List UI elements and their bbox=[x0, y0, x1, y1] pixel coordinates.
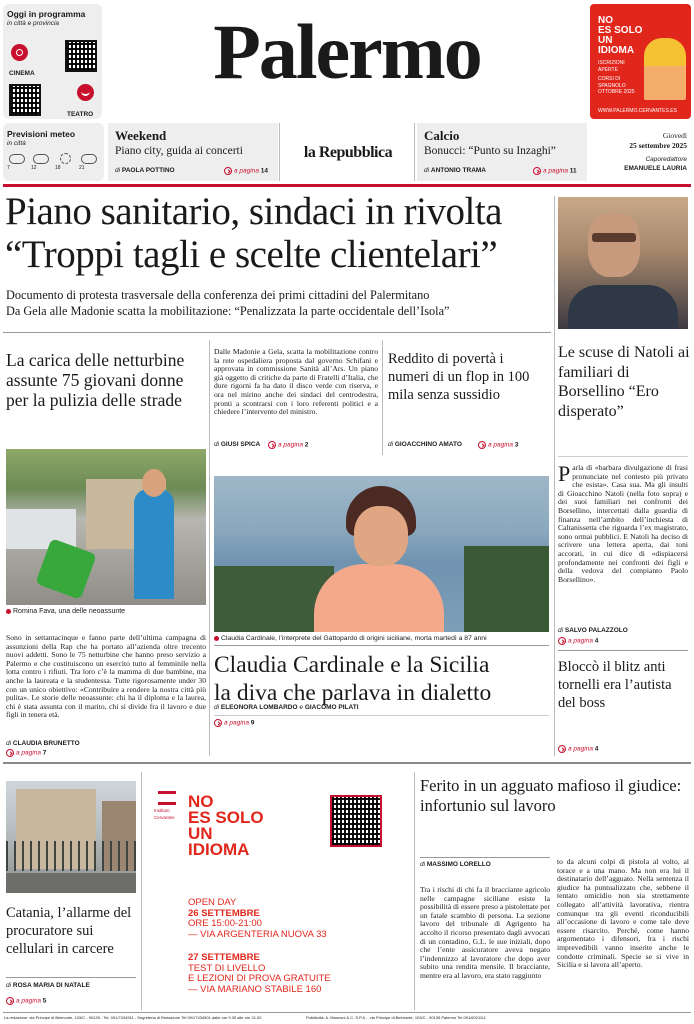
ad-bottom-line1: NO bbox=[188, 792, 214, 811]
teaser-author: ANTONIO TRAMA bbox=[430, 167, 487, 174]
caption-text: Romina Fava, una delle neoassunte bbox=[13, 608, 126, 615]
ad-desc-2a: TEST DI LIVELLO bbox=[188, 962, 266, 974]
teatro-label: TEATRO bbox=[67, 111, 94, 118]
cardinale-caption bbox=[214, 635, 487, 642]
cloud-icon bbox=[33, 154, 49, 164]
meteo-temp: 7 bbox=[7, 165, 10, 171]
arrow-right-icon bbox=[268, 441, 276, 449]
meteo-temp: 21 bbox=[79, 165, 85, 171]
meteo-title: Previsioni meteo bbox=[7, 129, 76, 139]
main-deck-1: Documento di protesta trasversale della conferenza dei primi cittadini del Palermitano bbox=[6, 288, 430, 302]
ad-place-2: — VIA MARIANO STABILE 160 bbox=[188, 983, 322, 995]
byline-author: GIACOMO PILATI bbox=[304, 704, 359, 711]
byline-author: ROSA MARIA DI NATALE bbox=[12, 982, 90, 989]
programma-title: Oggi in programma bbox=[7, 9, 86, 19]
ferito-col-1: Tra i rischi di chi fa il bracciante agricolo nelle campagne siciliane esiste la possibilità di essere preso a pistolettate per un fatale scambio di persona. La sezione lavoro del tribunale di Agrigento ha accolto il ricorso presentato dagli avvocati di un contadino, G.L. le sue iniziali, dopo che l’ente assicuratore aveva negato l’indennizzo al lavoratore che dopo aver subito una rendita mensile. Il bracciante, mentre era al lavoro, era stato raggiunto bbox=[420, 885, 550, 980]
divider bbox=[420, 857, 550, 858]
teaser-page-link[interactable] bbox=[224, 167, 268, 175]
cloud-sun-icon bbox=[81, 154, 97, 164]
ad-bottom-line4: IDIOMA bbox=[188, 840, 250, 859]
main-page-link[interactable] bbox=[268, 441, 308, 449]
page-number: 14 bbox=[260, 167, 268, 175]
page-number: 11 bbox=[569, 167, 577, 175]
byline-by: di bbox=[6, 740, 12, 747]
byline-author: CLAUDIA BRUNETTO bbox=[12, 740, 80, 747]
byline-by: di bbox=[6, 982, 12, 989]
cardinale-headline-1[interactable]: Claudia Cardinale e la Sicilia bbox=[214, 652, 490, 678]
arrow-right-icon bbox=[558, 637, 566, 645]
ad-top-url: WWW.PALERMO.CERVANTES.ES bbox=[598, 108, 677, 114]
ferito-col-2: to da alcuni colpi di pistola al volto, al torace e a una mano. Ma non era lui il destinatario dell’agguato. Nella sentenza il giudice ha puntualizzato che, sebbene il tentato omicidio non sia strettamente collegato all’attività lavorativa, rientra comunque tra gli eventi riconducibili all’occasione di lavoro e come tale deve essere risarcito. Perché, come hanno argomentato i difensori, fra i rischi imprevedibili vanno inserite anche le condotte criminali. Specie se si vive in Sicilia e si lavora all’aperto. bbox=[557, 857, 689, 970]
tornelli-page-link[interactable] bbox=[558, 745, 598, 753]
arrow-right-icon bbox=[6, 749, 14, 757]
page-label: a pagina bbox=[568, 637, 593, 645]
meteo-box[interactable] bbox=[3, 123, 104, 181]
date-day: Giovedì bbox=[662, 131, 687, 140]
brand-box bbox=[279, 123, 415, 181]
masthead-title: Palermo bbox=[213, 8, 481, 95]
capo-name: EMANUELE LAURIA bbox=[624, 165, 687, 172]
teaser-by: di bbox=[424, 167, 430, 174]
teaser-text: Bonucci: “Punto su Inzaghi” bbox=[424, 145, 556, 157]
divider bbox=[3, 762, 691, 764]
ad-top-sub1: ISCRIZIONI APERTE bbox=[598, 60, 625, 73]
teaser-page-link[interactable] bbox=[533, 167, 577, 175]
ad-date-1: 26 SETTEMBRE bbox=[188, 907, 260, 919]
main-headline-1[interactable]: Piano sanitario, sindaci in rivolta bbox=[5, 190, 502, 233]
page-label: a pagina bbox=[224, 719, 249, 727]
date-box bbox=[590, 123, 691, 181]
ad-top[interactable] bbox=[590, 4, 691, 119]
divider bbox=[414, 772, 415, 1010]
capo-label: Caporedattore bbox=[645, 156, 687, 163]
cervantes-logo-icon bbox=[158, 791, 176, 805]
divider bbox=[382, 340, 383, 455]
cinema-label: CINEMA bbox=[9, 70, 35, 77]
brand-logo: la Repubblica bbox=[303, 144, 393, 161]
netturbine-caption bbox=[6, 608, 125, 615]
page-number: 4 bbox=[594, 745, 599, 753]
meteo-temp: 18 bbox=[55, 165, 61, 171]
main-deck-2: Da Gela alle Madonie scatta la mobilitazione: “Penalizzata la parte occidentale dell’Isola” bbox=[6, 304, 450, 318]
ad-bottom-line2: ES SOLO bbox=[188, 808, 264, 827]
cloud-sun-icon bbox=[9, 154, 25, 164]
reddito-page-link[interactable] bbox=[478, 441, 518, 449]
page-number: 9 bbox=[250, 719, 255, 727]
teaser-kicker: Calcio bbox=[424, 128, 460, 143]
programma-subtitle: in città e provincia bbox=[7, 20, 60, 27]
meteo-subtitle: in città bbox=[7, 140, 26, 147]
byline-author: ELEONORA LOMBARDO bbox=[220, 704, 298, 711]
divider bbox=[3, 1012, 691, 1013]
divider bbox=[214, 715, 549, 716]
teaser-kicker: Weekend bbox=[115, 128, 167, 143]
ad-bottom-logo: Instituto Cervantes bbox=[154, 808, 175, 820]
divider bbox=[558, 456, 688, 457]
page-number: 4 bbox=[594, 637, 599, 645]
ad-top-line2: ES SOLO bbox=[598, 25, 643, 36]
teaser-calcio[interactable] bbox=[417, 123, 587, 181]
arrow-right-icon bbox=[214, 719, 222, 727]
cardinale-headline-2[interactable]: la diva che parlava in dialetto bbox=[214, 680, 492, 706]
page-label: a pagina bbox=[16, 749, 41, 757]
footer-left: La redazione: via Principe di Belmonte, 103/C - 90139 - Tel. 091/7434911 - Segreteria di Redazione Tel 091/7434901 dalle ore 9.30 alle ore 21.00 bbox=[4, 1015, 262, 1020]
ad-place-1: — VIA ARGENTERIA NUOVA 33 bbox=[188, 928, 327, 940]
caption-text: Claudia Cardinale, l’interprete del Gattopardo di origini siciliane, morta martedì a 87 anni bbox=[221, 635, 487, 642]
ad-top-figure bbox=[644, 38, 686, 100]
netturbine-body: Sono in settantacinque e fanno parte dell’ultima campagna di assunzioni della Rap che ha portato all’azienda oltre trecento nuovi addetti. Sono le 75 netturbine che hanno preso servizio a Palermo e che costituiscono un esercito tutto al femminile nella lotta contro i rifiuti. Tra loro c’è la mamma di due bambine, ma anche la laureata e la studentessa. Tutte rigorosamente under 30 con un unico obiettivo: «Contribuire a rendere la nostra città più pulita». Le storie delle neoassunte: chi ha il diploma e la laurea, chi è stata assunta con il marito, chi si divide fra il lavoro e due figli in tenera età. bbox=[6, 633, 206, 720]
page-label: a pagina bbox=[16, 997, 41, 1005]
date-full: 25 settembre 2025 bbox=[629, 141, 687, 150]
page-label: a pagina bbox=[543, 167, 568, 175]
arrow-right-icon bbox=[224, 167, 232, 175]
arrow-right-icon bbox=[478, 441, 486, 449]
red-divider bbox=[3, 184, 691, 187]
ad-desc-2b: E LEZIONI DI PROVA GRATUITE bbox=[188, 973, 331, 984]
ad-top-sub2: CORSI DI SPAGNOLO OTTOBRE 2025 bbox=[598, 76, 635, 95]
page-label: a pagina bbox=[488, 441, 513, 449]
byline-and: e bbox=[299, 704, 303, 711]
byline-author: GIUSI SPICA bbox=[220, 441, 261, 448]
byline-by: di bbox=[420, 861, 426, 868]
divider bbox=[141, 772, 142, 1010]
cardinale-page-link[interactable] bbox=[214, 719, 254, 727]
divider bbox=[554, 196, 555, 756]
main-headline-2[interactable]: “Troppi tagli e scelte clientelari” bbox=[5, 233, 498, 276]
natoli-photo bbox=[558, 197, 688, 329]
byline-by: di bbox=[558, 627, 564, 634]
ad-bottom-qr-code[interactable] bbox=[330, 795, 382, 847]
page-number: 2 bbox=[304, 441, 309, 449]
catania-page-link[interactable] bbox=[6, 997, 46, 1005]
teaser-by: di bbox=[115, 167, 121, 174]
divider bbox=[558, 650, 688, 651]
arrow-right-icon bbox=[558, 745, 566, 753]
arrow-right-icon bbox=[533, 167, 541, 175]
divider bbox=[3, 332, 551, 333]
page-label: a pagina bbox=[234, 167, 259, 175]
arrow-right-icon bbox=[6, 997, 14, 1005]
natoli-headline[interactable]: Le scuse di Natoli ai familiari di Borsellino “Ero disperato” bbox=[558, 344, 690, 420]
byline-by: di bbox=[214, 704, 220, 711]
netturbine-photo bbox=[6, 449, 206, 605]
ad-bottom[interactable] bbox=[150, 781, 406, 1007]
natoli-body-text: arla di «barbara divulgazione di frasi pronunciate nel contesto più privato che esista». Casa sua. Ma gli insulti di Gioacchino Natoli (nella foto sopra) e dei suoi familiari nei confronti dei Borsellino, intercettati dalla guardia di finanza nell’ambito dell’inchiesta di Caltanissetta che riguarda l’ex magistrato, sono ormai pubblici. E Natoli ha deciso di scrivere una lettera aperta, dai toni accorati, in cui dice di «dispiacersi profondamente nei confronti dei figli e della vedova del compianto Paolo Borsellino». bbox=[558, 463, 688, 584]
teaser-author: PAOLA POTTINO bbox=[121, 167, 175, 174]
sun-icon bbox=[60, 153, 71, 164]
page-number: 5 bbox=[42, 997, 47, 1005]
byline-author: GIOACCHINO AMATO bbox=[394, 441, 462, 448]
page-number: 3 bbox=[514, 441, 519, 449]
page-label: a pagina bbox=[568, 745, 593, 753]
teaser-weekend[interactable] bbox=[108, 123, 278, 181]
tornelli-headline[interactable]: Bloccò il blitz anti tornelli era l’autista del boss bbox=[558, 659, 672, 711]
ad-time-1: ORE 15:00-21:00 bbox=[188, 918, 262, 929]
ad-top-line1: NO bbox=[598, 15, 613, 26]
byline-by: di bbox=[214, 441, 220, 448]
cardinale-photo bbox=[214, 476, 549, 632]
netturbine-page-link[interactable] bbox=[6, 749, 46, 757]
byline-author: SALVO PALAZZOLO bbox=[564, 627, 628, 634]
footer-right: Pubblicità: A. Manzoni & C. S.P.A. - via Principe di Belmonte, 103/C - 90139 Palermo Tel 091/6021111 bbox=[306, 1015, 486, 1020]
ad-open-day: OPEN DAY bbox=[188, 897, 237, 908]
page-label: a pagina bbox=[278, 441, 303, 449]
ad-date-2: 27 SETTEMBRE bbox=[188, 952, 260, 963]
divider bbox=[6, 977, 136, 978]
teaser-text: Piano city, guida ai concerti bbox=[115, 145, 243, 157]
divider bbox=[214, 645, 549, 646]
natoli-body bbox=[558, 461, 688, 584]
main-body: Dalle Madonie a Gela, scatta la mobilitazione contro la rete ospedaliera proposta dal governo Schifani e approvata in commissione Sanità all’Ars. Un piano già oggetto di critiche da parte di Fratelli d’Italia, che dure rigorni fa ha dato il disco verde con riserva, e ora nel mirino anche dei sindaci del centrodestra, pronti a scontrarsi con i loro referenti politici e a chiedere l’intervento del ministro. bbox=[214, 347, 378, 417]
meteo-temp: 12 bbox=[31, 165, 37, 171]
ad-bottom-line3: UN bbox=[188, 824, 213, 843]
divider bbox=[209, 340, 210, 756]
ad-top-line4: IDIOMA bbox=[598, 45, 635, 56]
byline-author: MASSIMO LORELLO bbox=[426, 861, 491, 868]
natoli-dropcap: P bbox=[558, 461, 571, 486]
catania-headline[interactable]: Catania, l’allarme del procuratore sui cellulari in carcere bbox=[6, 905, 132, 957]
catania-photo bbox=[6, 781, 136, 893]
ad-top-line3: UN bbox=[598, 35, 613, 46]
page-number: 7 bbox=[42, 749, 47, 757]
netturbine-headline[interactable]: La carica delle netturbine assunte 75 giovani donne per la pulizia delle strade bbox=[6, 350, 185, 410]
natoli-page-link[interactable] bbox=[558, 637, 598, 645]
ferito-headline[interactable]: Ferito in un agguato mafioso il giudice: infortunio sul lavoro bbox=[420, 776, 682, 815]
byline-by: di bbox=[388, 441, 394, 448]
reddito-headline[interactable]: Reddito di povertà i numeri di un flop in 100 mila senza sussidio bbox=[388, 351, 530, 403]
